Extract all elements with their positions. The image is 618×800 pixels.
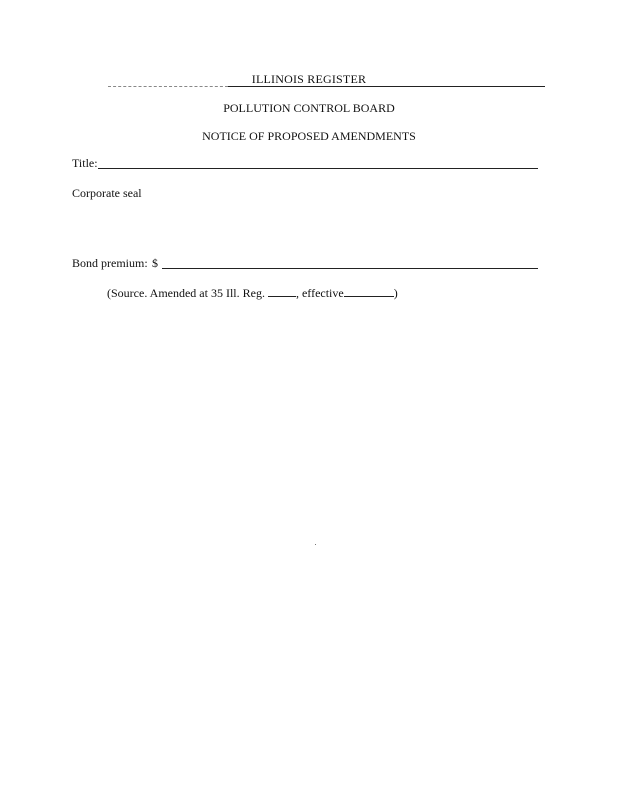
corporate-seal-label: Corporate seal — [72, 186, 142, 200]
register-title-text: ILLINOIS REGISTER — [251, 72, 367, 86]
bond-premium-line — [162, 268, 538, 270]
bond-premium-label: Bond premium: — [72, 256, 148, 270]
source-note-prefix: (Source. Amended at 35 Ill. Reg. — [107, 286, 265, 300]
register-title — [0, 72, 618, 87]
effective-date-blank — [344, 286, 394, 297]
source-note-suffix: ) — [393, 286, 398, 300]
bond-currency-symbol: $ — [152, 256, 158, 270]
scan-speck — [315, 544, 316, 545]
register-number-blank — [268, 286, 296, 297]
title-field-line — [98, 168, 538, 170]
source-note — [107, 286, 398, 301]
source-note-middle: , effective — [295, 286, 344, 300]
title-field-label: Title: — [72, 156, 98, 170]
agency-name: POLLUTION CONTROL BOARD — [223, 101, 395, 115]
notice-heading: NOTICE OF PROPOSED AMENDMENTS — [202, 129, 416, 143]
